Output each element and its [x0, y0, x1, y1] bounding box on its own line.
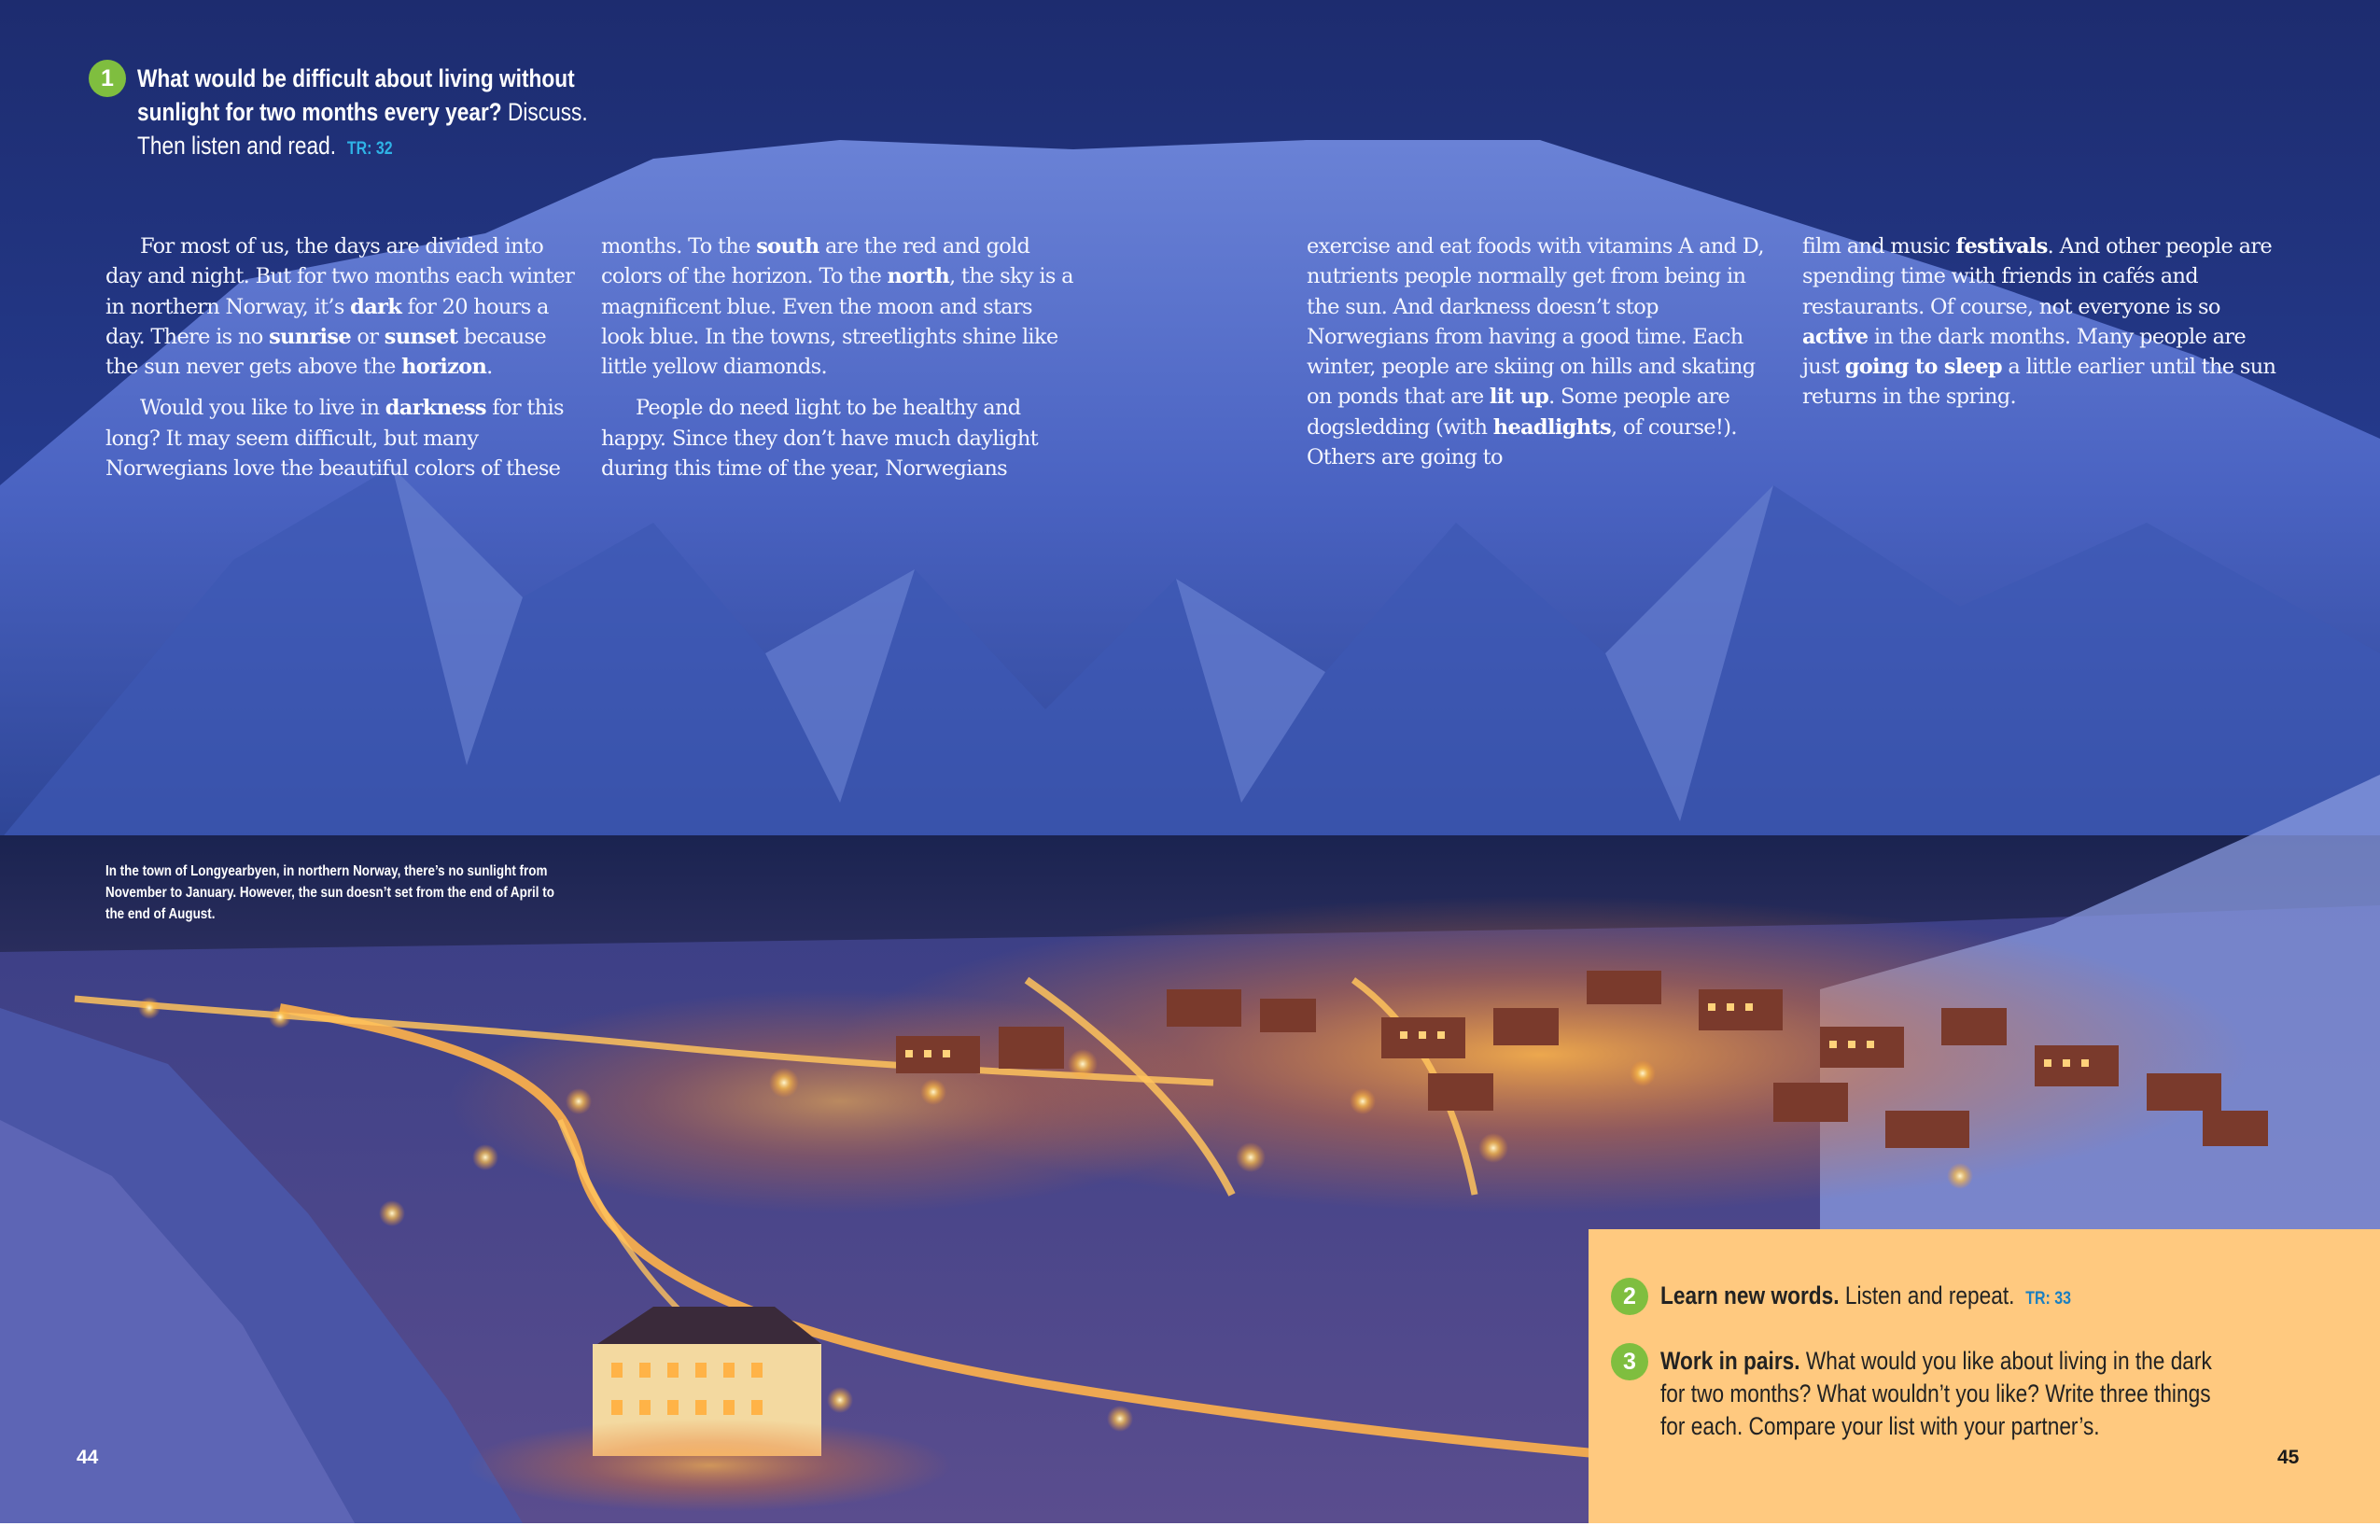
- activity-1-number: 1: [89, 60, 126, 97]
- activity-3-instruction: Work in pairs. What would you like about living in the dark for two months? What wouldn’t you like? Write three things for each. Compare your list with your partner’s.: [1660, 1347, 2212, 1440]
- reading-paragraph: months. To the south are the red and gold colors of the horizon. To the north, the sky is a magnificent blue. Even the moon and stars look blue. In the towns, streetlights shine like little yellow diamonds.: [601, 234, 1073, 380]
- activity-1-bold-line-2: sunlight for two months every year?: [137, 98, 502, 126]
- track-32-label: TR: 32: [346, 139, 393, 159]
- reading-paragraph: exercise and eat foods with vitamins A and D, nutrients people normally get from being in the sun. And darkness doesn’t stop Norwegians from having a good time. Each winter, people are skiing on hills and skating on ponds that are lit up. Some people are dogsledding (with headlights, of course!). Others are going to: [1307, 234, 1764, 470]
- activity-3-bold: Work in pairs.: [1660, 1347, 1800, 1375]
- activity-2-number: 2: [1611, 1278, 1648, 1315]
- reading-column-1: [105, 231, 581, 495]
- activity-3-number: 3: [1611, 1343, 1648, 1380]
- track-33-label: TR: 33: [2025, 1289, 2072, 1309]
- activity-1-instruction: [137, 62, 674, 166]
- reading-paragraph: film and music festivals. And other people are spending time with friends in cafés and restaurants. Of course, not everyone is so active in the dark months. Many people are just going to sleep a little earlier until the sun returns in the spring.: [1802, 234, 2276, 410]
- reading-column-4: [1802, 231, 2278, 424]
- reading-column-3: [1307, 231, 1783, 483]
- page-number-right: 45: [2277, 1447, 2300, 1468]
- activity-1-listen: Then listen and read.: [137, 132, 337, 160]
- activity-1-bold-line-1: What would be difficult about living without: [137, 64, 575, 92]
- reading-paragraph: People do need light to be healthy and happy. Since they don’t have much daylight during this time of the year, Norwegians: [601, 396, 1039, 482]
- page-number-left: 44: [77, 1447, 99, 1468]
- photo-caption: In the town of Longyearbyen, in northern Norway, there’s no sunlight from November to January. However, the sun doesn’t set from the end of April to the end of August.: [105, 863, 554, 922]
- activity-2-instruction: Learn new words. Listen and repeat. TR: 33: [1660, 1281, 2072, 1309]
- activity-1-discuss: Discuss.: [507, 98, 588, 126]
- reading-column-2: [601, 231, 1077, 495]
- reading-paragraph: Would you like to live in darkness for this long? It may seem difficult, but many Norwegians love the beautiful colors of these: [105, 396, 564, 482]
- reading-paragraph: For most of us, the days are divided into day and night. But for two months each winter in northern Norway, it’s dark for 20 hours a day. There is no sunrise or sunset because the sun never gets above the horizon.: [105, 234, 575, 380]
- activity-2-bold: Learn new words.: [1660, 1281, 1840, 1309]
